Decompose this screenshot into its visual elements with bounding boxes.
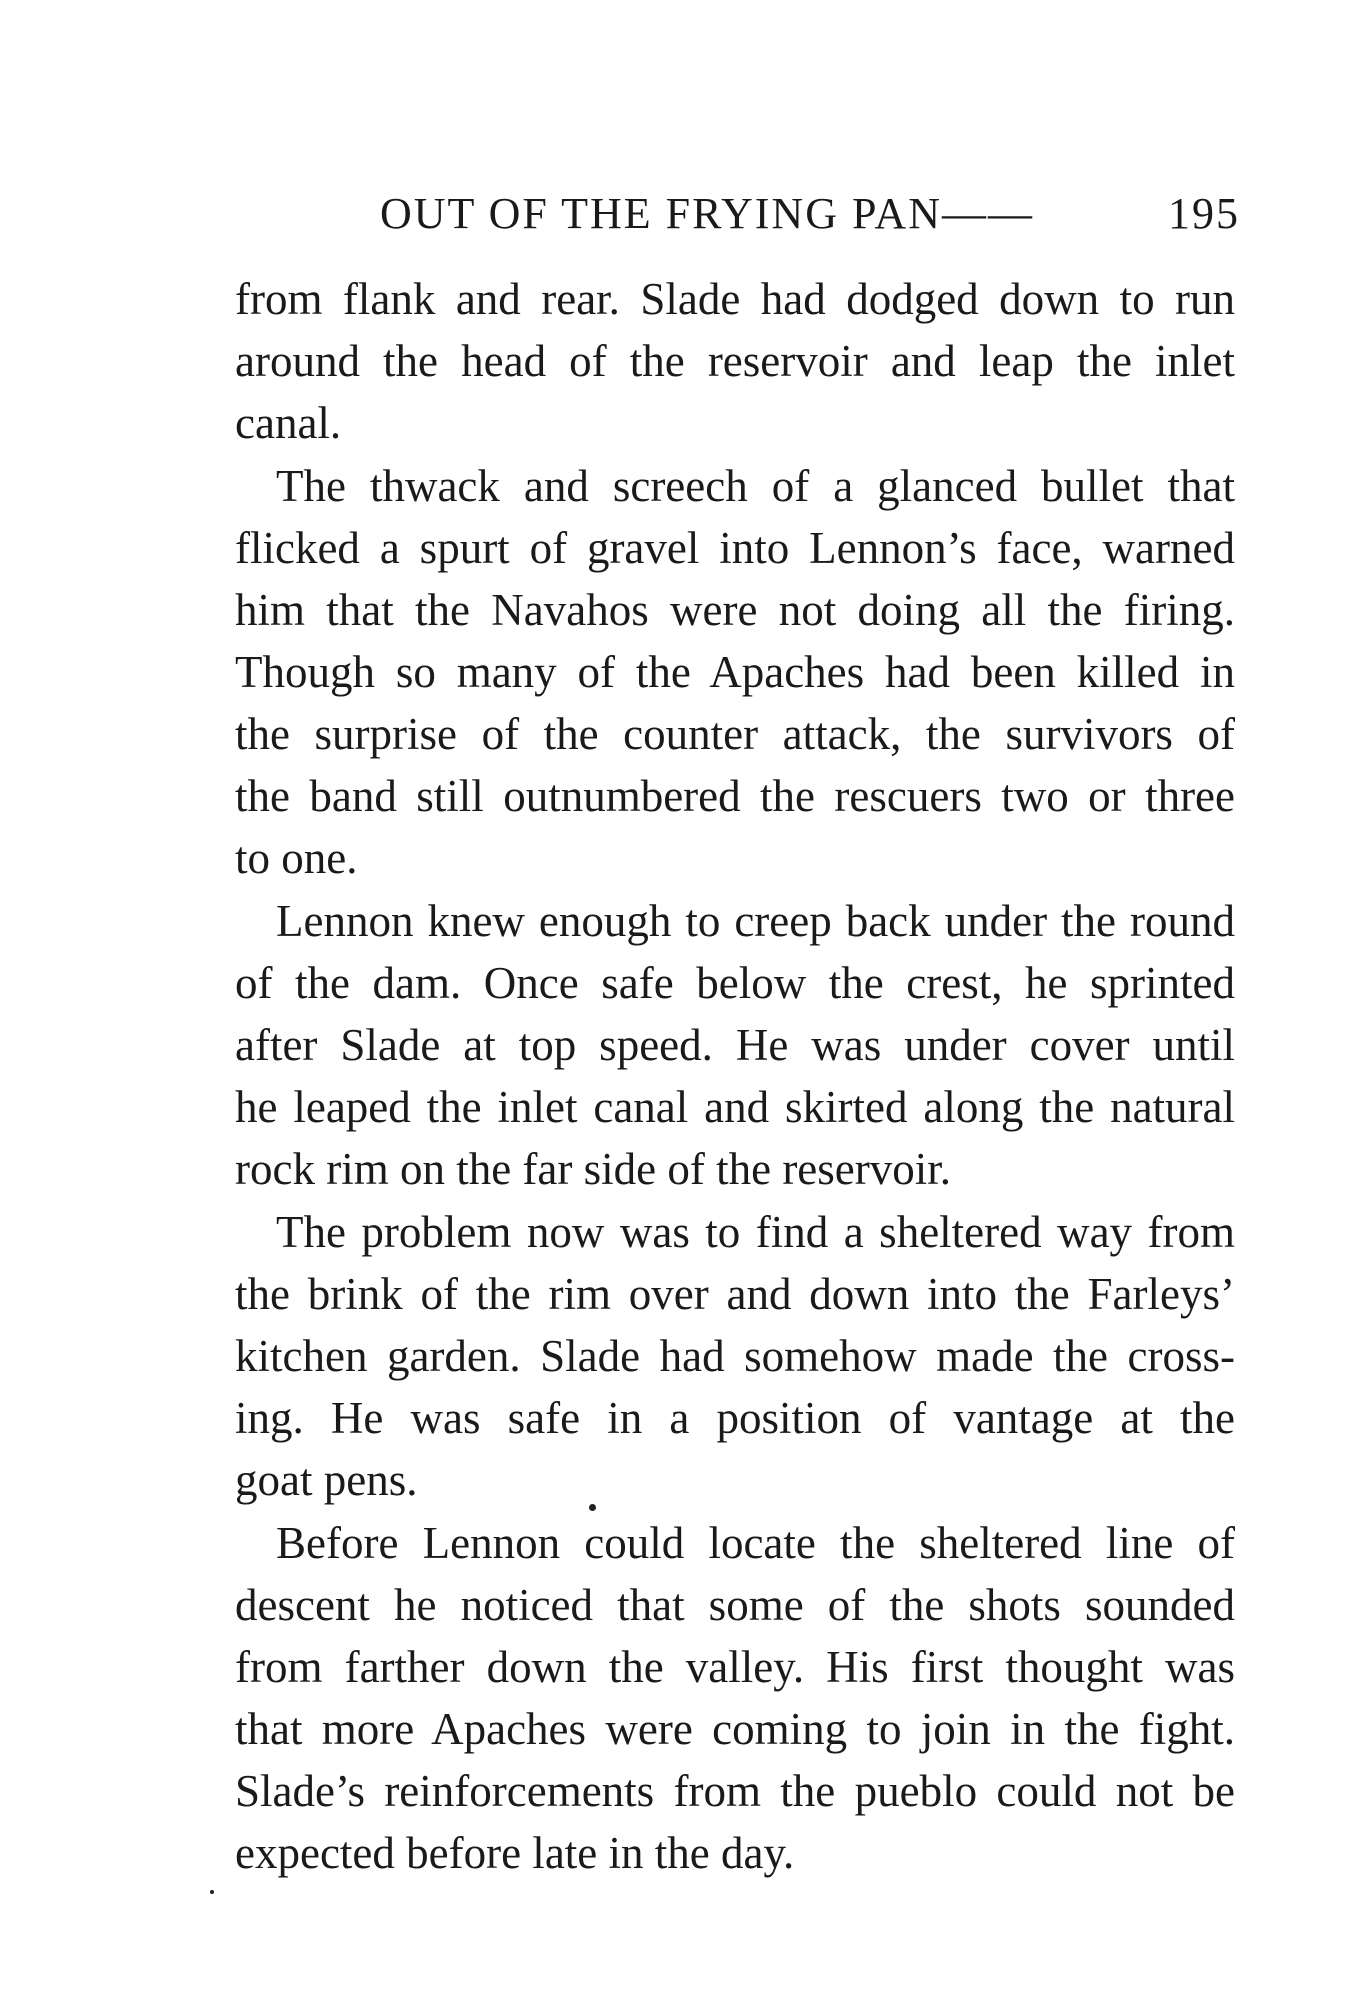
text-line: Though so many of the Apaches had been killed in [235,647,1235,697]
text-line: canal. [235,398,342,448]
text-line: Before Lennon could locate the sheltered line of [276,1518,1235,1568]
text-line: The problem now was to find a sheltered way from [276,1207,1235,1257]
running-head [380,188,1240,244]
text-line: The thwack and screech of a glanced bullet that [276,461,1235,511]
text-line: flicked a spurt of gravel into Lennon’s face, warned [235,523,1235,573]
text-line: to one. [235,833,358,883]
text-line: he leaped the inlet canal and skirted along the natural [235,1082,1235,1132]
text-line: ing. He was safe in a position of vantage at the [235,1393,1235,1443]
ink-speck [210,1890,214,1894]
page-number: 195 [1168,189,1240,238]
text-line: around the head of the reservoir and leap the inlet [235,336,1235,386]
text-line: the surprise of the counter attack, the survivors of [235,709,1235,759]
text-line: expected before late in the day. [235,1828,795,1878]
text-line: kitchen garden. Slade had somehow made the cross- [235,1331,1235,1381]
ink-speck [589,1504,596,1511]
text-line: the band still outnumbered the rescuers two or three [235,771,1235,821]
text-line: from farther down the valley. His first thought was [235,1642,1235,1692]
text-line: after Slade at top speed. He was under cover until [235,1020,1235,1070]
text-line: Lennon knew enough to creep back under the round [276,896,1235,946]
text-line: that more Apaches were coming to join in the fight. [235,1704,1235,1754]
text-line: rock rim on the far side of the reservoir. [235,1144,952,1194]
text-line: of the dam. Once safe below the crest, he sprinted [235,958,1235,1008]
text-line: from flank and rear. Slade had dodged down to run [235,274,1235,324]
text-line: Slade’s reinforcements from the pueblo could not be [235,1766,1235,1816]
text-line: him that the Navahos were not doing all the firing. [235,585,1235,635]
text-line: the brink of the rim over and down into the Farleys’ [235,1269,1235,1319]
text-line: descent he noticed that some of the shots sounded [235,1580,1235,1630]
running-title: OUT OF THE FRYING PAN—— [380,189,1034,238]
text-line: goat pens. [235,1455,418,1505]
